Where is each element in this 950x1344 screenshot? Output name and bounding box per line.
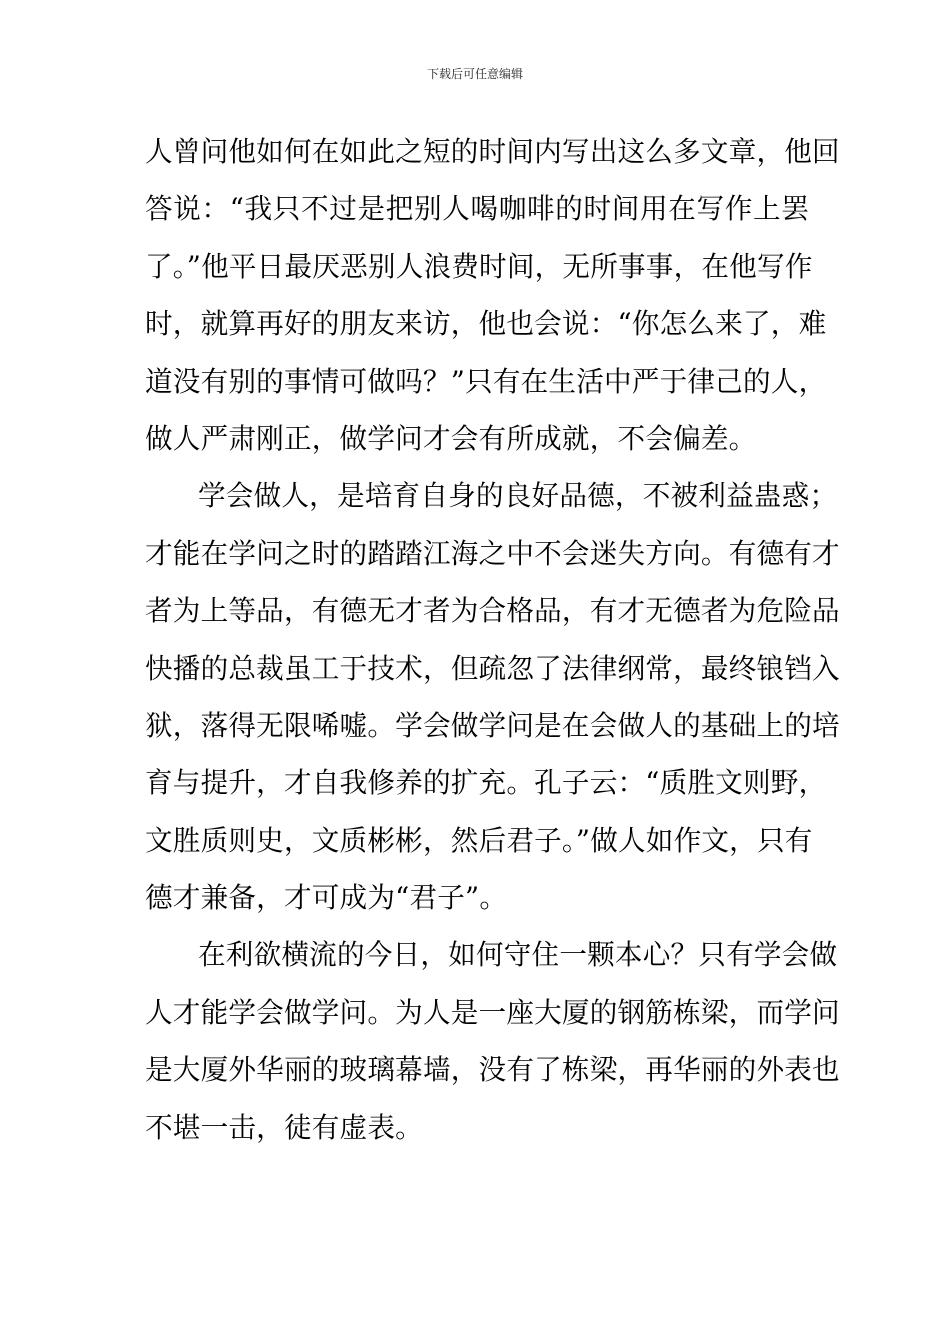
paragraph-1-line-3: 了。”他平日最厌恶别人浪费时间，无所事事，在他写作 [145, 249, 813, 283]
paragraph-3-line-1: 在利欲横流的今日，如何守住一颗本心？只有学会做 [198, 938, 838, 972]
paragraph-2-line-7: 文胜质则史，文质彬彬，然后君子。”做人如作文，只有 [145, 823, 813, 857]
paragraph-1-line-6: 做人严肃刚正，做学问才会有所成就，不会偏差。 [145, 421, 757, 455]
page-header: 下载后可任意编辑 [426, 67, 523, 81]
paragraph-1-line-5: 道没有别的事情可做吗？”只有在生活中严于律己的人， [145, 364, 827, 398]
paragraph-2-line-1: 学会做人，是培育自身的良好品德，不被利益蛊惑； [198, 479, 838, 513]
paragraph-2-line-4: 快播的总裁虽工于技术，但疏忽了法律纲常，最终锒铛入 [145, 651, 840, 685]
paragraph-2-line-6: 育与提升，才自我修养的扩充。孔子云：“质胜文则野， [145, 766, 827, 800]
paragraph-3-line-3: 是大厦外华丽的玻璃幕墙，没有了栋梁，再华丽的外表也 [145, 1053, 840, 1087]
paragraph-1-line-1: 人曾问他如何在如此之短的时间内写出这么多文章，他回 [145, 135, 840, 168]
paragraph-3-line-4: 不堪一击，徒有虚表。 [145, 1110, 423, 1144]
paragraph-2-line-2: 才能在学问之时的踏踏江海之中不会迷失方向。有德有才 [145, 536, 840, 570]
paragraph-3-line-2: 人才能学会做学问。为人是一座大厦的钢筋栋梁，而学问 [145, 995, 840, 1029]
paragraph-2-line-3: 者为上等品，有德无才者为合格品，有才无德者为危险品 [145, 594, 840, 628]
paragraph-1-line-2: 答说：“我只不过是把别人喝咖啡的时间用在写作上罢 [145, 192, 809, 226]
document-body [145, 123, 840, 1156]
paragraph-2-line-5: 狱，落得无限唏嘘。学会做学问是在会做人的基础上的培 [145, 708, 840, 742]
paragraph-2-line-8: 德才兼备，才可成为“君子”。 [145, 881, 508, 915]
paragraph-1-line-4: 时，就算再好的朋友来访，他也会说：“你怎么来了，难 [145, 307, 827, 341]
